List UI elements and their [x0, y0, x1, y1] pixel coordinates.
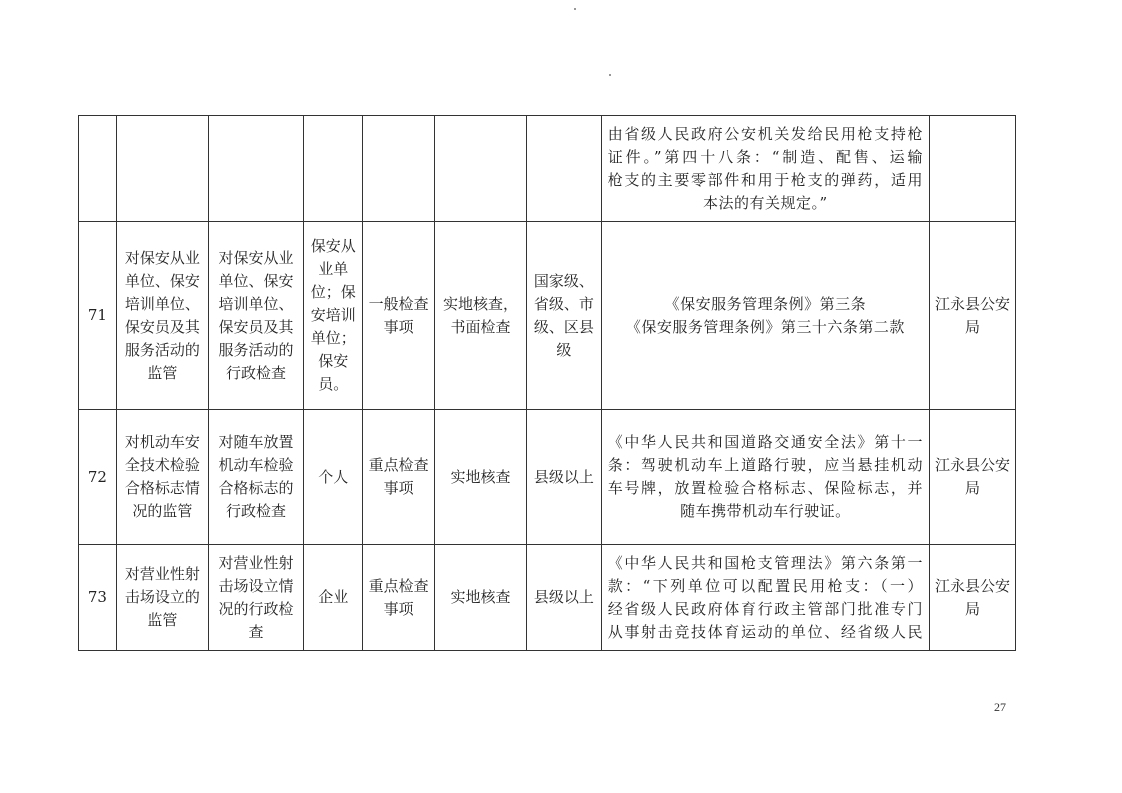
- inspection-object-cell: [304, 410, 363, 545]
- item-name-cell: [116, 545, 208, 651]
- inspection-level-cell: [527, 410, 602, 545]
- item-name-cell: [116, 116, 208, 222]
- inspection-content-cell: [208, 545, 303, 651]
- inspection-category-cell: [363, 116, 435, 222]
- department-cell: [930, 545, 1016, 651]
- legal-basis-cell: [601, 116, 929, 222]
- inspection-level-cell: [527, 222, 602, 410]
- inspection-items-table: [78, 115, 1016, 651]
- legal-basis-cell: [601, 410, 929, 545]
- inspection-content-cell: [208, 410, 303, 545]
- legal-basis-line: 枪支的主要零部件和用于枪支的弹药，适用: [607, 170, 924, 189]
- row-number-cell: [79, 222, 117, 410]
- item-name-cell: [116, 222, 208, 410]
- inspection-object: 个人: [318, 467, 349, 486]
- inspection-level: 县级以上: [533, 588, 594, 606]
- inspection-content-cell: [208, 116, 303, 222]
- department-cell: [930, 410, 1016, 545]
- inspection-content: 对保安从业单位、保安培训单位、保安员及其服务活动的行政检查: [218, 248, 294, 382]
- legal-basis-line: 从事射击竞技体育运动的单位、经省级人民: [607, 622, 924, 641]
- legal-basis-line: 随车携带机动车行驶证。: [680, 502, 851, 520]
- inspection-method-cell: [434, 545, 526, 651]
- inspection-object-cell: [304, 222, 363, 410]
- legal-basis-line: 本法的有关规定。”: [703, 193, 828, 212]
- scan-speck: [574, 8, 576, 10]
- inspection-level-cell: [527, 545, 602, 651]
- inspection-method-cell: [434, 116, 526, 222]
- department: 江永县公安局: [935, 576, 1011, 618]
- table-row: [79, 222, 1016, 410]
- inspection-category: 重点检查事项: [368, 456, 429, 497]
- row-number-cell: [79, 410, 117, 545]
- inspection-level-cell: [527, 116, 602, 222]
- department-cell: [930, 116, 1016, 222]
- inspection-method-cell: [434, 410, 526, 545]
- item-name-cell: [116, 410, 208, 545]
- legal-basis-line: 《中华人民共和国枪支管理法》第六条第一: [607, 553, 924, 572]
- department: 江永县公安局: [935, 294, 1011, 336]
- item-name: 对机动车安全技术检验合格标志情况的监管: [124, 433, 200, 520]
- row-number: 73: [87, 588, 107, 606]
- scan-speck: [609, 74, 611, 76]
- department-cell: [930, 222, 1016, 410]
- inspection-category-cell: [363, 410, 435, 545]
- inspection-level: 县级以上: [533, 467, 594, 486]
- inspection-method-cell: [434, 222, 526, 410]
- legal-basis-line: 《保安服务管理条例》第三条: [664, 294, 867, 313]
- inspection-content: 对随车放置机动车检验合格标志的行政检查: [218, 433, 294, 520]
- row-number: 72: [87, 467, 107, 486]
- inspection-category: 一般检查事项: [368, 294, 429, 336]
- row-number-cell: [79, 545, 117, 651]
- row-number-cell: [79, 116, 117, 222]
- inspection-object: 保安从业单位；保安培训单位；保安员。: [310, 237, 356, 393]
- inspection-method: 实地核查: [450, 467, 511, 486]
- table-row: [79, 545, 1016, 651]
- legal-basis-line: 款：“下列单位可以配置民用枪支：（一）: [607, 576, 924, 595]
- legal-basis-line: 车号牌，放置检验合格标志、保险标志，并: [607, 479, 924, 497]
- inspection-content-cell: [208, 222, 303, 410]
- inspection-object-cell: [304, 545, 363, 651]
- inspection-category-cell: [363, 545, 435, 651]
- item-name: 对营业性射击场设立的监管: [124, 565, 200, 629]
- legal-basis-line: 《中华人民共和国道路交通安全法》第十一: [607, 433, 924, 451]
- inspection-level: 国家级、省级、市级、区县级: [533, 271, 594, 359]
- legal-basis-cell: [601, 545, 929, 651]
- legal-basis-line: 《保安服务管理条例》第三十六条第二款: [625, 317, 905, 336]
- inspection-category: 重点检查事项: [368, 576, 429, 618]
- inspection-object-cell: [304, 116, 363, 222]
- item-name: 对保安从业单位、保安培训单位、保安员及其服务活动的监管: [124, 248, 200, 382]
- row-number: 71: [87, 306, 107, 324]
- inspection-object: 企业: [318, 588, 349, 606]
- legal-basis-cell: [601, 222, 929, 410]
- inspection-content: 对营业性射击场设立情况的行政检查: [218, 553, 294, 641]
- legal-basis-line: 证件。”第四十八条：“制造、配售、运输: [607, 147, 924, 166]
- inspection-category-cell: [363, 222, 435, 410]
- legal-basis-line: 条：驾驶机动车上道路行驶，应当悬挂机动: [607, 456, 924, 474]
- table-row: [79, 410, 1016, 545]
- legal-basis-line: 由省级人民政府公安机关发给民用枪支持枪: [607, 124, 924, 143]
- department: 江永县公安局: [935, 456, 1011, 497]
- inspection-method: 实地核查，书面检查: [442, 294, 518, 336]
- table-row: [79, 116, 1016, 222]
- inspection-method: 实地核查: [450, 588, 511, 606]
- page-number: 27: [994, 700, 1006, 714]
- legal-basis-line: 经省级人民政府体育行政主管部门批准专门: [607, 599, 924, 618]
